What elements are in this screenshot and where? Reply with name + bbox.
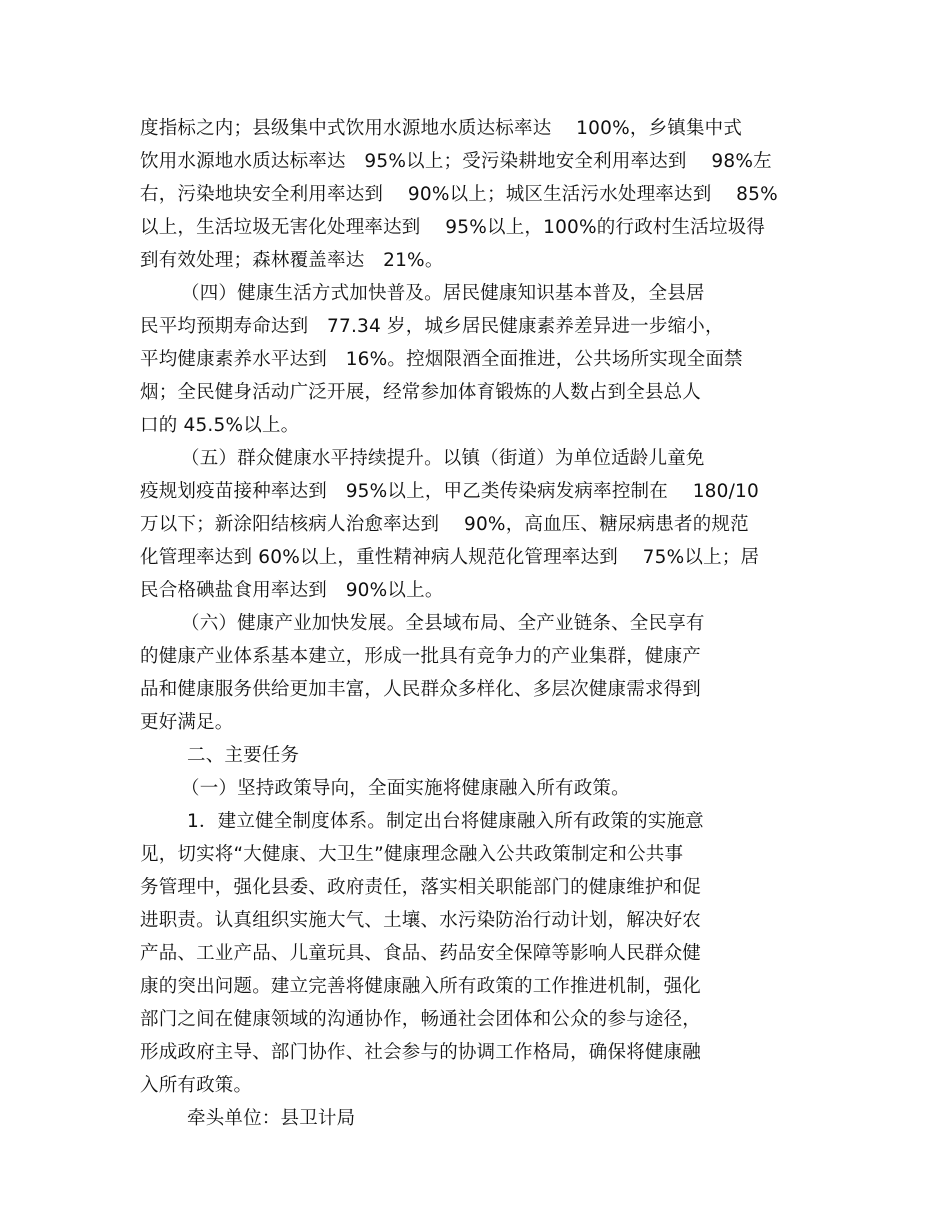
text-line: 化管理率达到 60%以上，重性精神病人规范化管理率达到 75%以上；居 bbox=[140, 547, 760, 568]
lead-unit: 牵头单位：县卫计局 bbox=[187, 1108, 356, 1129]
text-line: 以上，生活垃圾无害化处理率达到 95%以上，100%的行政村生活垃圾得 bbox=[140, 217, 766, 238]
text-line: 进职责。认真组织实施大气、土壤、水污染防治行动计划，解决好农 bbox=[140, 910, 702, 931]
text-line: 更好满足。 bbox=[140, 712, 234, 733]
text-line: 的健康产业体系基本建立，形成一批具有竞争力的产业集群，健康产 bbox=[140, 646, 702, 667]
subsection-heading: （一）坚持政策导向，全面实施将健康融入所有政策。 bbox=[181, 778, 630, 799]
text-line: 入所有政策。 bbox=[140, 1075, 253, 1096]
text-line: 品和健康服务供给更加丰富，人民群众多样化、多层次健康需求得到 bbox=[140, 679, 702, 700]
text-line: 民合格碘盐食用率达到 90%以上。 bbox=[140, 580, 444, 601]
paragraph-heading-four: （四）健康生活方式加快普及。居民健康知识基本普及，全县居 bbox=[181, 283, 705, 304]
text-line: 民平均预期寿命达到 77.34 岁，城乡居民健康素养差异进一步缩小， bbox=[140, 316, 724, 337]
text-line: 形成政府主导、部门协作、社会参与的协调工作格局，确保将健康融 bbox=[140, 1042, 702, 1063]
text-line: 口的 45.5%以上。 bbox=[140, 415, 300, 436]
text-line: 康的突出问题。建立完善将健康融入所有政策的工作推进机制，强化 bbox=[140, 976, 702, 997]
paragraph-heading-five: （五）群众健康水平持续提升。以镇（街道）为单位适龄儿童免 bbox=[181, 448, 705, 469]
text-line: 平均健康素养水平达到 16%。控烟限酒全面推进，公共场所实现全面禁 bbox=[140, 349, 743, 370]
text-line: 务管理中，强化县委、政府责任，落实相关职能部门的健康维护和促 bbox=[140, 877, 702, 898]
paragraph-heading-six: （六）健康产业加快发展。全县域布局、全产业链条、全民享有 bbox=[181, 613, 705, 634]
text-line: 饮用水源地水质达标率达 95%以上；受污染耕地安全利用率达到 98%左 bbox=[140, 151, 772, 172]
text-line: 疫规划疫苗接种率达到 95%以上，甲乙类传染病发病率控制在 180/10 bbox=[140, 481, 759, 502]
text-line: 产品、工业产品、儿童玩具、食品、药品安全保障等影响人民群众健 bbox=[140, 943, 702, 964]
text-line: 部门之间在健康领域的沟通协作，畅通社会团体和公众的参与途径， bbox=[140, 1009, 702, 1030]
text-line: 度指标之内；县级集中式饮用水源地水质达标率达 100%，乡镇集中式 bbox=[140, 118, 743, 139]
numbered-item-heading: 1．建立健全制度体系。制定出台将健康融入所有政策的实施意 bbox=[187, 811, 704, 832]
text-line: 到有效处理；森林覆盖率达 21%。 bbox=[140, 250, 444, 271]
text-line: 见，切实将“大健康、大卫生”健康理念融入公共政策制定和公共事 bbox=[140, 844, 684, 865]
text-line: 万以下；新涂阳结核病人治愈率达到 90%，高血压、糖尿病患者的规范 bbox=[140, 514, 749, 535]
section-heading: 二、主要任务 bbox=[187, 745, 300, 766]
text-line: 烟；全民健身活动广泛开展，经常参加体育锻炼的人数占到全县总人 bbox=[140, 382, 702, 403]
text-line: 右，污染地块安全利用率达到 90%以上；城区生活污水处理率达到 85% bbox=[140, 184, 778, 205]
